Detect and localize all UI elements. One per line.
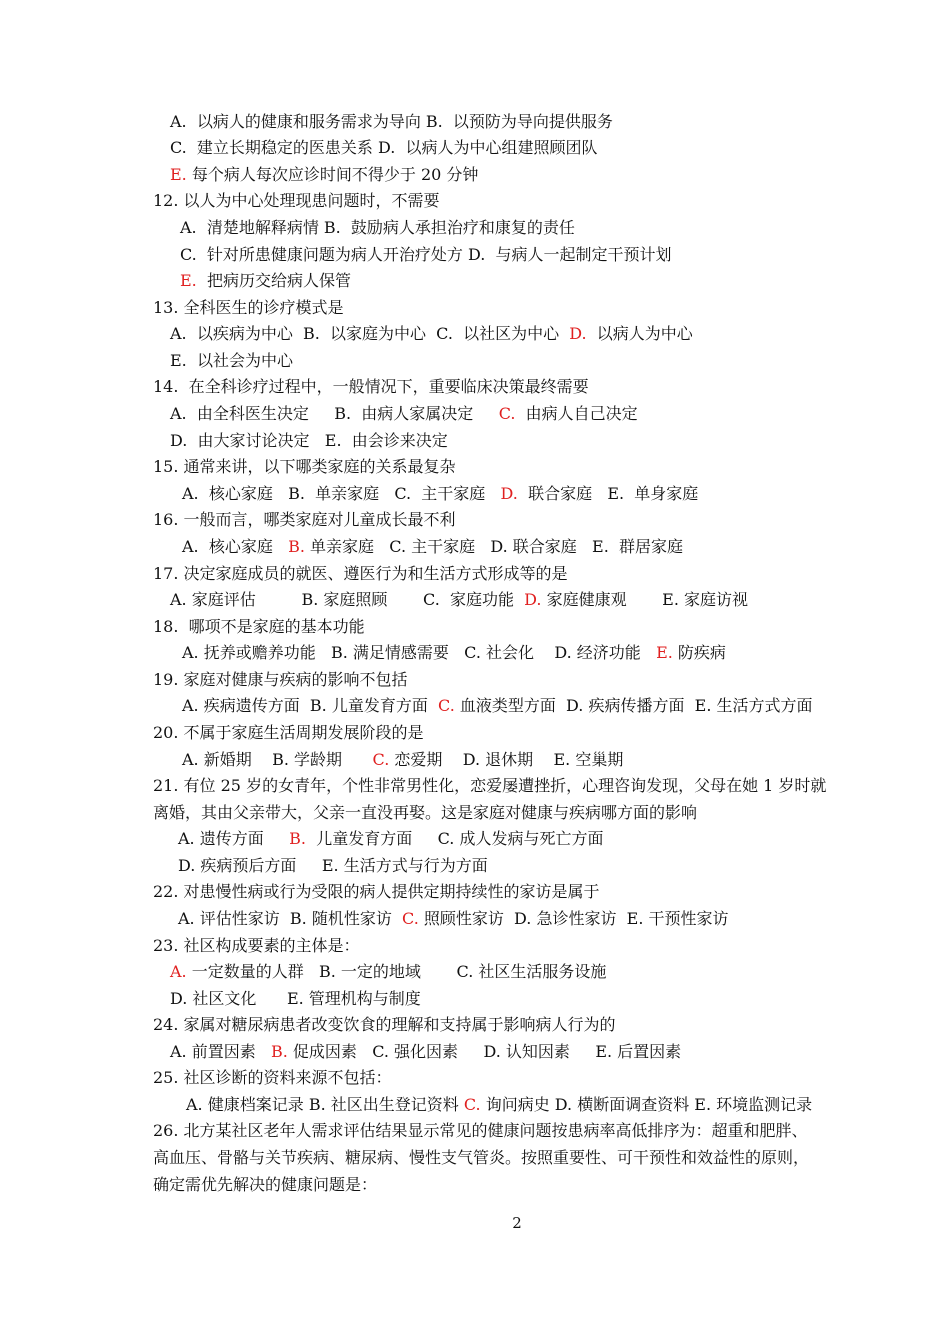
text-line	[153, 881, 600, 903]
line-text: A. 评估性家访 B. 随机性家访	[178, 909, 403, 928]
text-line	[153, 297, 344, 319]
line-text: 家庭健康观 E. 家庭访视	[541, 590, 749, 609]
text-line	[153, 722, 424, 744]
text-line	[170, 137, 598, 159]
line-text: E. 以社会为中心	[170, 351, 293, 370]
line-text: 联合家庭 E. 单身家庭	[517, 484, 699, 503]
line-text: 12. 以人为中心处理现患问题时，不需要	[153, 191, 440, 210]
text-line	[182, 642, 726, 664]
line-text: 促成因素 C. 强化因素 D. 认知因素 E. 后置因素	[287, 1042, 682, 1061]
text-line	[170, 589, 748, 611]
line-text: 离婚，其由父亲带大，父亲一直没再娶。这是家庭对健康与疾病哪方面的影响	[153, 803, 698, 822]
page-number: 2	[512, 1214, 522, 1232]
text-line	[180, 244, 672, 266]
line-text: A. 前置因素	[170, 1042, 271, 1061]
line-text: 22. 对患慢性病或行为受限的病人提供定期持续性的家访是属于	[153, 882, 600, 901]
line-text: 13. 全科医生的诊疗模式是	[153, 298, 344, 317]
text-line	[153, 616, 365, 638]
line-text: 以病人为中心	[586, 324, 693, 343]
answer-letter: E.	[656, 643, 673, 662]
line-text: 18. 哪项不是家庭的基本功能	[153, 617, 365, 636]
text-line	[178, 828, 603, 850]
text-line	[170, 323, 693, 345]
text-line	[153, 775, 826, 797]
line-text: A. 清楚地解释病情 B. 鼓励病人承担治疗和康复的责任	[180, 218, 575, 237]
line-text: A. 遗传方面	[178, 829, 290, 848]
answer-letter: C.	[463, 1095, 481, 1114]
line-text: C. 建立长期稳定的医患关系 D. 以病人为中心组建照顾团队	[170, 138, 598, 157]
line-text: D. 由大家讨论决定 E. 由会诊来决定	[170, 431, 448, 450]
text-line	[153, 1120, 808, 1142]
text-line	[170, 988, 421, 1010]
line-text: A. 家庭评估 B. 家庭照顾 C. 家庭功能	[170, 590, 525, 609]
text-line	[178, 855, 488, 877]
text-line	[186, 1094, 812, 1116]
text-line	[153, 1014, 616, 1036]
line-text: 19. 家庭对健康与疾病的影响不包括	[153, 670, 408, 689]
line-text: 16. 一般而言，哪类家庭对儿童成长最不利	[153, 510, 456, 529]
line-text: D. 疾病预后方面 E. 生活方式与行为方面	[178, 856, 488, 875]
line-text: 21. 有位 25 岁的女青年，个性非常男性化，恋爱屡遭挫折，心理咨询发现，父母在她 1 岁时就	[153, 776, 827, 795]
answer-letter: B.	[288, 537, 305, 556]
answer-letter: D.	[524, 590, 542, 609]
text-line	[182, 749, 623, 771]
line-text: 每个病人每次应诊时间不得少于 20 分钟	[186, 165, 479, 184]
text-line	[170, 111, 613, 133]
line-text: 25. 社区诊断的资料来源不包括：	[153, 1068, 392, 1087]
line-text: A. 以病人的健康和服务需求为导向 B. 以预防为导向提供服务	[170, 112, 613, 131]
answer-letter: D.	[500, 484, 518, 503]
answer-letter: B.	[289, 829, 307, 848]
text-line	[153, 456, 456, 478]
line-text: 由病人自己决定	[515, 404, 638, 423]
answer-letter: E.	[180, 271, 197, 290]
text-line	[182, 483, 698, 505]
line-text: A. 以疾病为中心 B. 以家庭为中心 C. 以社区为中心	[170, 324, 570, 343]
line-text: 恋爱期 D. 退休期 E. 空巢期	[389, 750, 624, 769]
line-text: C. 针对所患健康问题为病人开治疗处方 D. 与病人一起制定干预计划	[180, 245, 672, 264]
line-text: 17. 决定家庭成员的就医、遵医行为和生活方式形成等的是	[153, 564, 568, 583]
line-text: A. 核心家庭	[182, 537, 289, 556]
text-line	[153, 669, 408, 691]
text-line	[153, 376, 589, 398]
line-text: 把病历交给病人保管	[196, 271, 351, 290]
text-line	[178, 908, 729, 930]
text-line	[180, 217, 575, 239]
line-text: 14. 在全科诊疗过程中，一般情况下，重要临床决策最终需要	[153, 377, 589, 396]
text-line	[170, 403, 638, 425]
line-text: A. 核心家庭 B. 单亲家庭 C. 主干家庭	[182, 484, 501, 503]
answer-letter: B.	[271, 1042, 288, 1061]
text-line	[153, 802, 697, 824]
answer-letter: C.	[438, 696, 455, 715]
text-line	[182, 695, 813, 717]
text-line	[153, 1174, 377, 1196]
line-text: 24. 家属对糖尿病患者改变饮食的理解和支持属于影响病人行为的	[153, 1015, 616, 1034]
line-text: 15. 通常来讲，以下哪类家庭的关系最复杂	[153, 457, 456, 476]
line-text: 高血压、骨骼与关节疾病、糖尿病、慢性支气管炎。按照重要性、可干预性和效益性的原则，	[153, 1148, 810, 1167]
text-line	[170, 164, 478, 186]
line-text: 20. 不属于家庭生活周期发展阶段的是	[153, 723, 424, 742]
line-text: 询问病史 D. 横断面调查资料 E. 环境监测记录	[480, 1095, 813, 1114]
text-line	[182, 536, 683, 558]
line-text: 确定需优先解决的健康问题是：	[153, 1175, 378, 1194]
line-text: 儿童发育方面 C. 成人发病与死亡方面	[306, 829, 604, 848]
line-text: 防疾病	[672, 643, 726, 662]
line-text: A. 健康档案记录 B. 社区出生登记资料	[186, 1095, 464, 1114]
answer-letter: C.	[372, 750, 390, 769]
text-line	[170, 961, 606, 983]
text-line	[153, 509, 456, 531]
line-text: 照顾性家访 D. 急诊性家访 E. 干预性家访	[418, 909, 729, 928]
answer-letter: A.	[170, 962, 187, 981]
text-line	[153, 935, 360, 957]
text-line	[170, 430, 448, 452]
line-text: A. 由全科医生决定 B. 由病人家属决定	[170, 404, 499, 423]
text-line	[153, 1067, 392, 1089]
line-text: 一定数量的人群 B. 一定的地域 C. 社区生活服务设施	[186, 962, 607, 981]
line-text: 单亲家庭 C. 主干家庭 D. 联合家庭 E. 群居家庭	[304, 537, 683, 556]
line-text: 26. 北方某社区老年人需求评估结果显示常见的健康问题按患病率高低排序为：超重和肥胖、	[153, 1121, 808, 1140]
line-text: A. 新婚期 B. 学龄期	[182, 750, 373, 769]
line-text: D. 社区文化 E. 管理机构与制度	[170, 989, 421, 1008]
line-text: 23. 社区构成要素的主体是：	[153, 936, 360, 955]
text-line	[170, 1041, 681, 1063]
line-text: 血液类型方面 D. 疾病传播方面 E. 生活方式方面	[454, 696, 813, 715]
text-line	[170, 350, 293, 372]
answer-letter: C.	[402, 909, 419, 928]
text-line	[153, 563, 568, 585]
line-text: A. 抚养或赡养功能 B. 满足情感需要 C. 社会化 D. 经济功能	[182, 643, 657, 662]
line-text: A. 疾病遗传方面 B. 儿童发育方面	[182, 696, 439, 715]
text-line	[180, 270, 351, 292]
answer-letter: D.	[569, 324, 587, 343]
answer-letter: E.	[170, 165, 187, 184]
text-line	[153, 1147, 809, 1169]
answer-letter: C.	[498, 404, 516, 423]
text-line	[153, 190, 440, 212]
